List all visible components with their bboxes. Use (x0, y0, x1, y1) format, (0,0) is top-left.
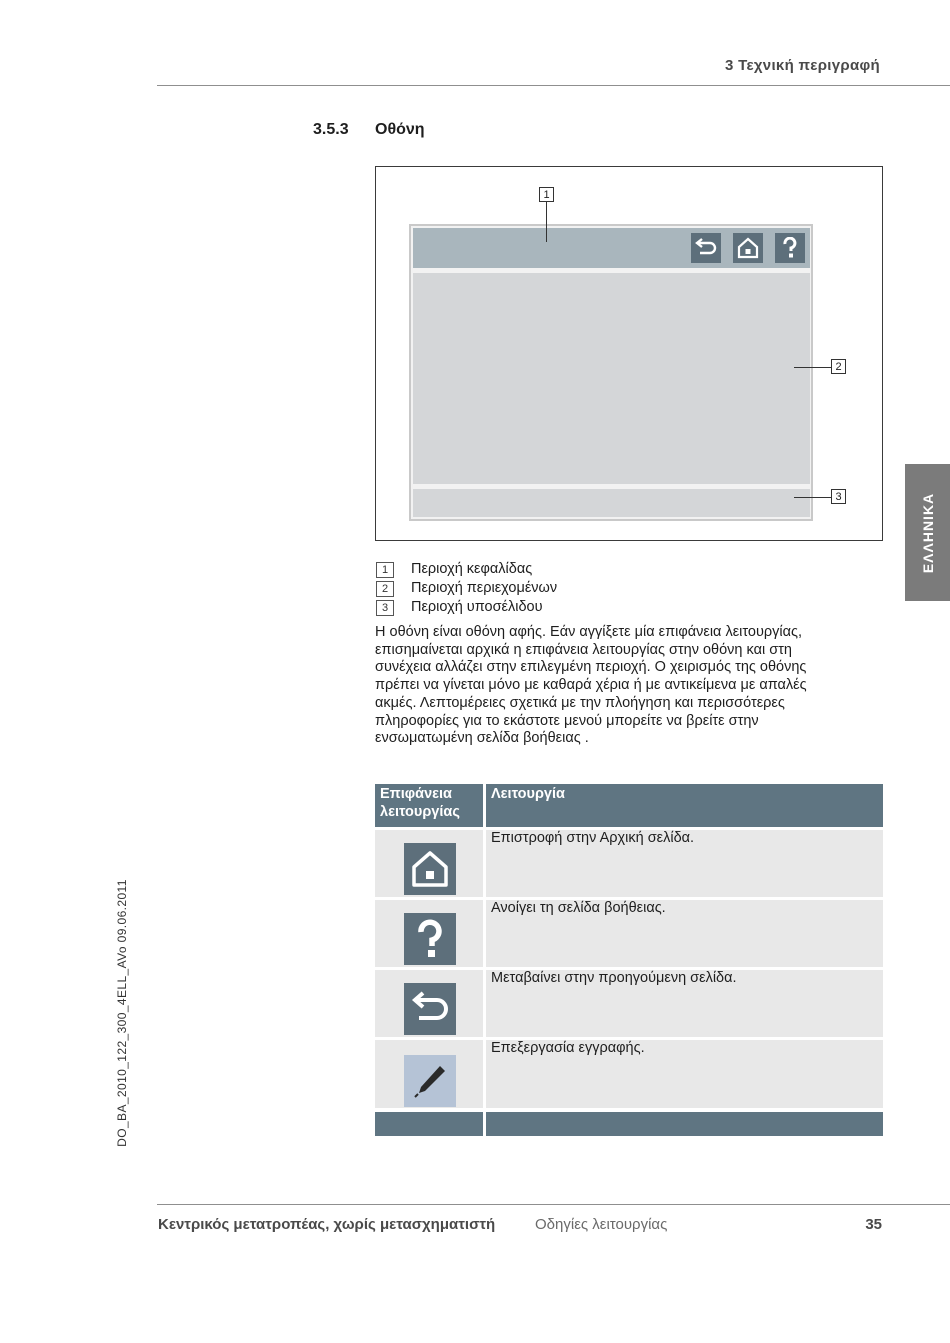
table-header-function: Λειτουργία (486, 784, 883, 827)
callout-2: 2 (831, 359, 846, 374)
paragraph-line: Η οθόνη είναι οθόνη αφής. Εάν αγγίξετε μία επιφάνεια λειτουργίας, (375, 624, 803, 640)
language-tab (905, 464, 950, 601)
help-icon (775, 233, 805, 263)
table-row-icon-cell (375, 1040, 483, 1108)
home-icon (404, 843, 456, 895)
paragraph-line: ενσωματωμένη σελίδα βοήθειας . (375, 730, 589, 747)
edit-icon (404, 1055, 456, 1107)
table-row-function: Ανοίγει τη σελίδα βοήθειας. (486, 900, 883, 967)
footer-title: Κεντρικός μετατροπέας, χωρίς μετασχηματιστή (158, 1216, 496, 1233)
paragraph-line: πληροφορίες για το εκάστοτε μενού μπορείτε να βρείτε στην (375, 712, 759, 729)
header-divider (157, 85, 950, 86)
callout-3-leader (794, 497, 831, 498)
table-footer-bar (375, 1112, 483, 1136)
home-icon (733, 233, 763, 263)
table-row-function: Μεταβαίνει στην προηγούμενη σελίδα. (486, 970, 883, 1037)
table-header-surface: Επιφάνεια λειτουργίας (375, 784, 483, 827)
legend-label-2: Περιοχή περιεχομένων (411, 580, 558, 596)
table-row-icon-cell (375, 900, 483, 967)
paragraph-line: συνέχεια αλλάζει στην επιλεγμένη περιοχή. Ο χειρισμός της οθόνης (375, 659, 807, 676)
screen-content-area (413, 273, 810, 484)
table-footer-bar (486, 1112, 883, 1136)
back-icon (691, 233, 721, 263)
table-row-function: Επιστροφή στην Αρχική σελίδα. (486, 830, 883, 897)
footer-subtitle: Οδηγίες λειτουργίας (535, 1216, 668, 1233)
table-row-icon-cell (375, 970, 483, 1037)
page-number: 35 (865, 1216, 882, 1233)
callout-2-leader (794, 367, 831, 368)
help-icon (404, 913, 456, 965)
legend-number-3: 3 (376, 600, 394, 616)
language-tab-label: ΕΛΛΗΝΙΚΑ (919, 492, 936, 573)
legend-number-1: 1 (376, 562, 394, 578)
legend-label-3: Περιοχή υποσέλιδου (411, 599, 543, 615)
callout-1: 1 (539, 187, 554, 202)
chapter-heading: 3 Τεχνική περιγραφή (724, 57, 880, 74)
paragraph-line: πρέπει να γίνεται μόνο με καθαρά χέρια ή με αντικείμενα με απαλές (375, 677, 807, 694)
screen-footer-area (413, 489, 810, 517)
legend-label-1: Περιοχή κεφαλίδας (411, 561, 533, 577)
section-title: Οθόνη (375, 121, 425, 138)
callout-3: 3 (831, 489, 846, 504)
back-icon (404, 983, 456, 1035)
description-paragraph (375, 624, 855, 748)
document-code: DO_BA_2010_122_300_4ELL_AVo 09.06.2011 (115, 879, 129, 1147)
footer-divider (157, 1204, 950, 1205)
legend-number-2: 2 (376, 581, 394, 597)
callout-1-leader (546, 202, 547, 242)
section-number: 3.5.3 (313, 121, 349, 138)
table-row-icon-cell (375, 830, 483, 897)
paragraph-line: επισημαίνεται αρχικά η επιφάνεια λειτουργίας στην οθόνη και στη (375, 641, 792, 658)
paragraph-line: ακμές. Λεπτομέρειες σχετικά με την πλοήγηση και περισσότερες (375, 694, 785, 711)
table-row-function: Επεξεργασία εγγραφής. (486, 1040, 883, 1108)
